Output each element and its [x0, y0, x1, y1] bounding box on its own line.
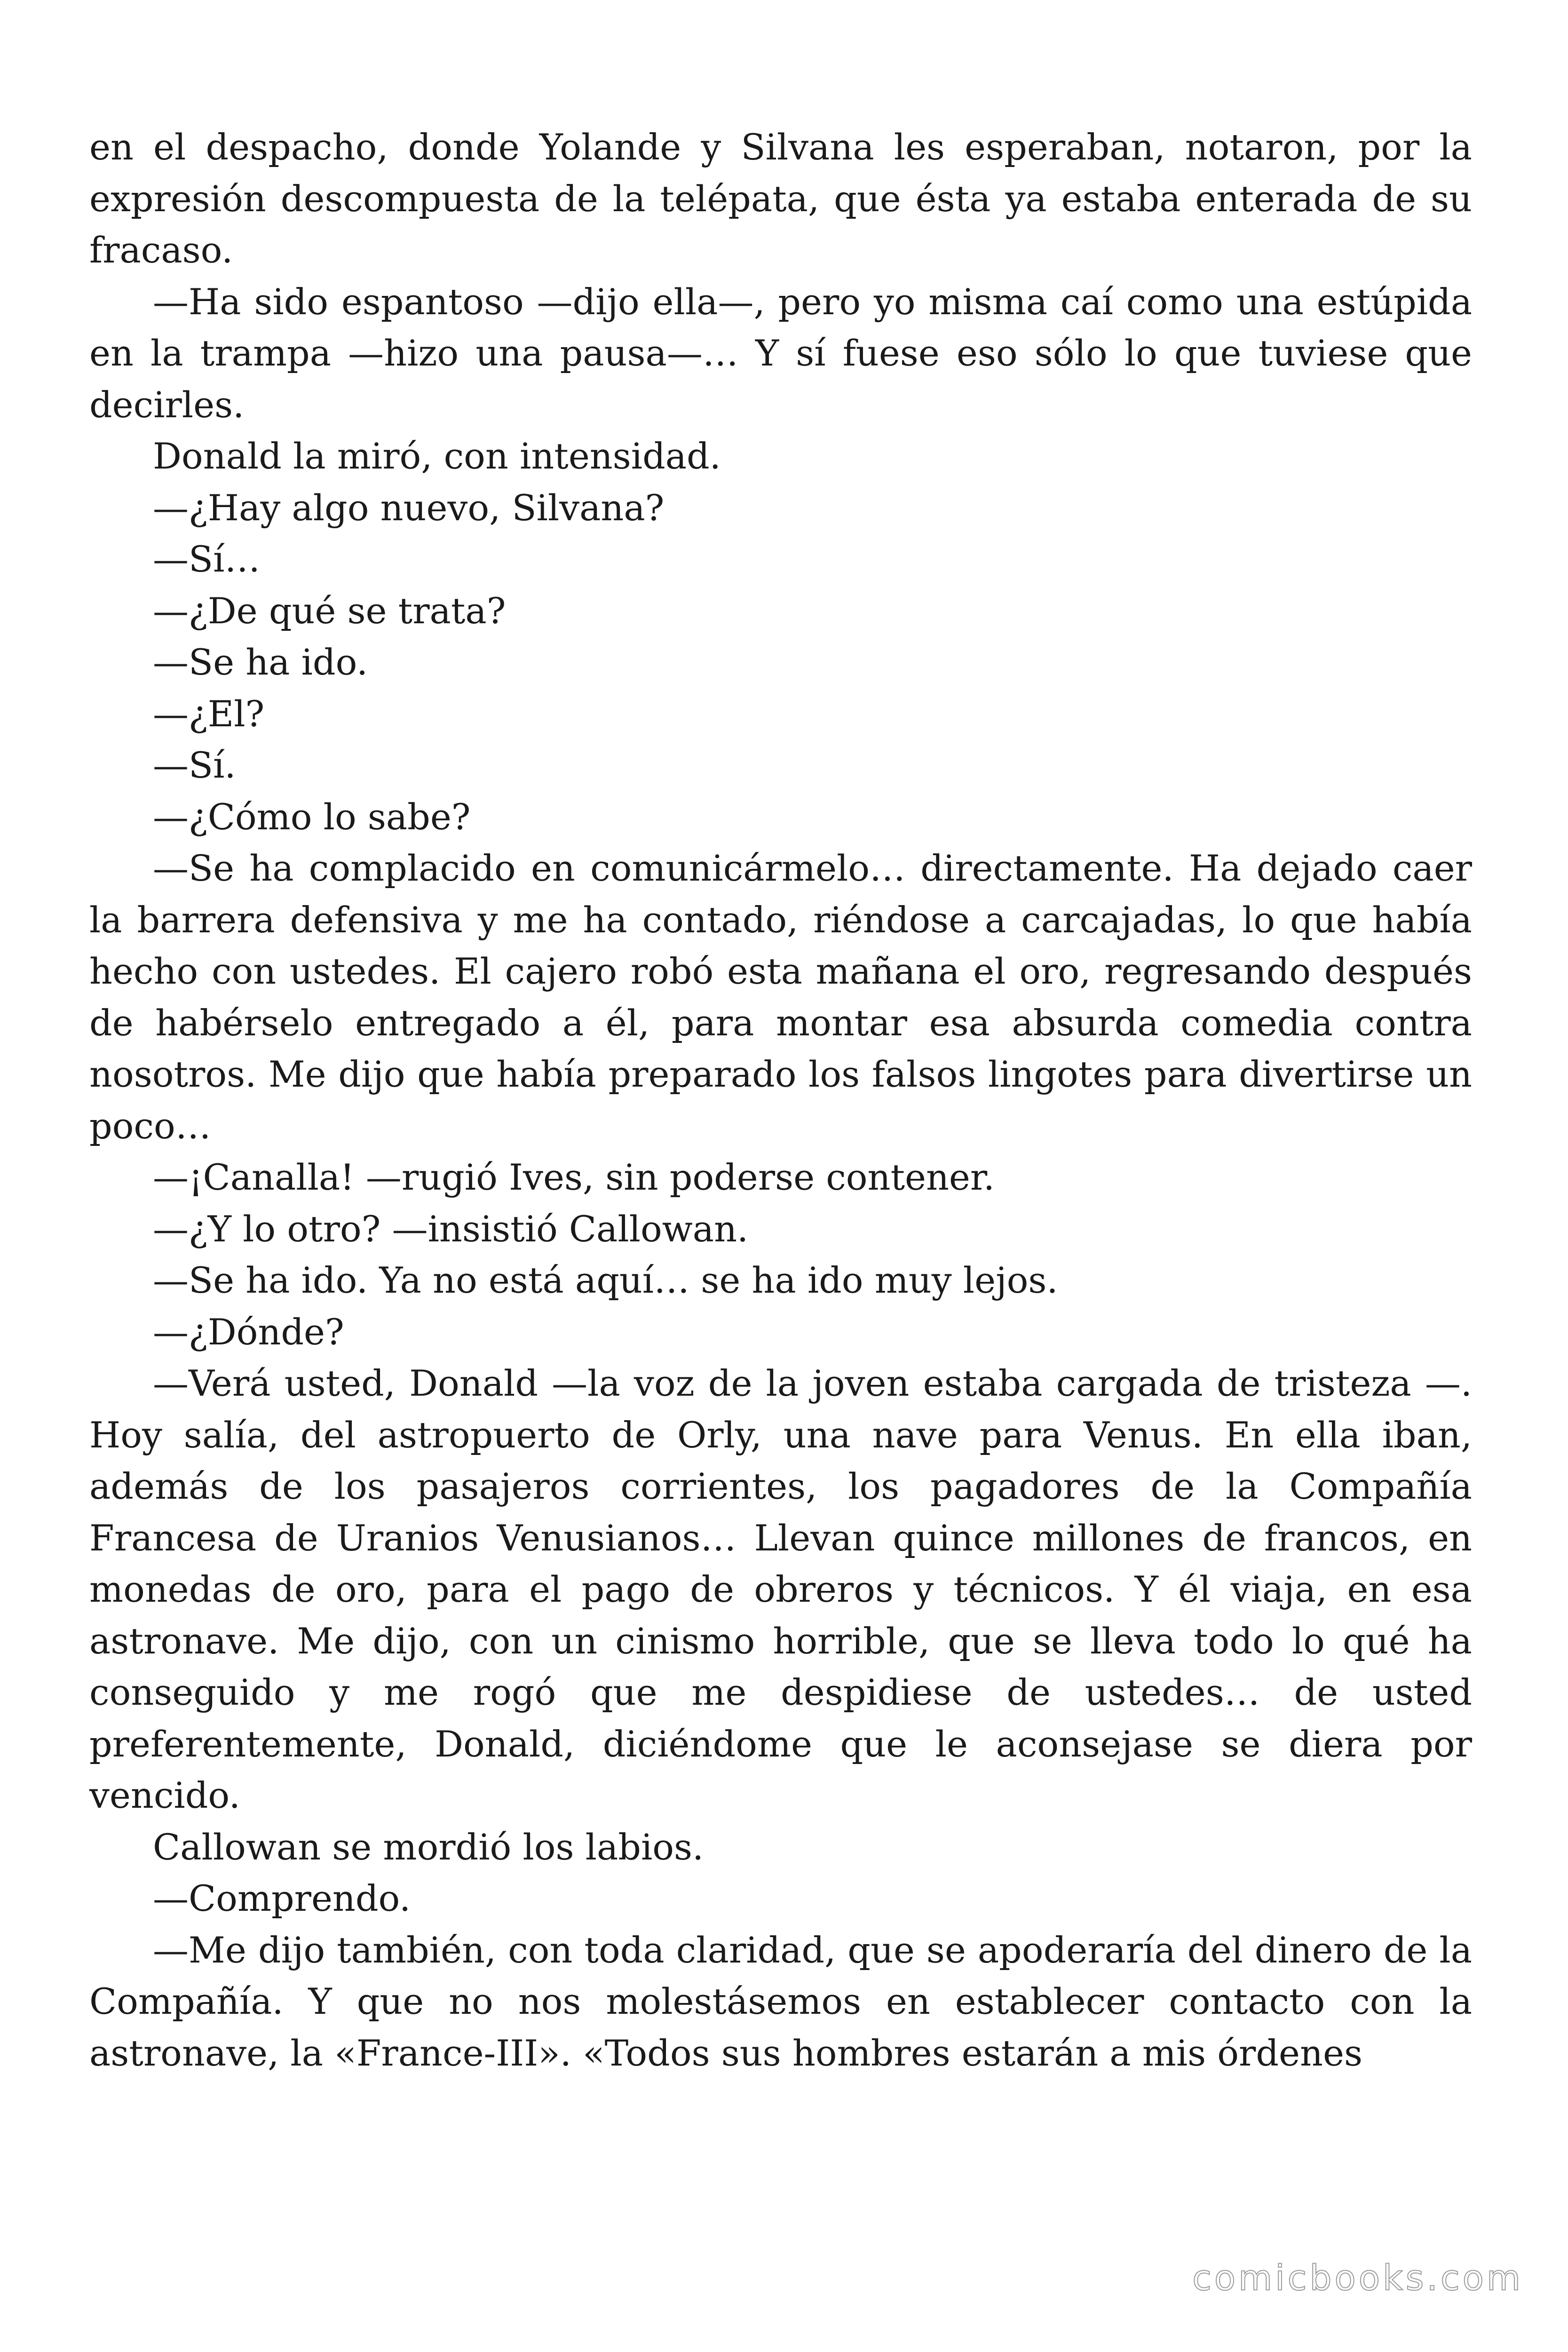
paragraph-16: —Verá usted, Donald —la voz de la joven estaba cargada de tristeza —. Hoy salía, del astropuerto de Orly, una nave para Venus. En ella iban, además de los pasajeros corrientes, los pagadores de la Compañía Francesa de Uranios Venusianos… Llevan quince millones de francos, en monedas de oro, para el pago de obreros y técnicos. Y él viaja, en esa astronave. Me dijo, con un cinismo horrible, que se lleva todo lo qué ha conseguido y me rogó que me despidiese de ustedes… de usted preferentemente, Donald, diciéndome que le aconsejase se diera por vencido.: [89, 1362, 1472, 1816]
paragraph-6: —¿De qué se trata?: [153, 589, 506, 632]
paragraph-5: —Sí…: [153, 538, 261, 580]
paragraph-19: —Me dijo también, con toda claridad, que se apoderaría del dinero de la Compañía. Y que no nos molestásemos en establecer contacto con la astronave, la «France-III». «Todos sus hombres estarán a mis órdenes: [89, 1929, 1472, 2074]
paragraph-14: —Se ha ido. Ya no está aquí… se ha ido muy lejos.: [153, 1259, 1058, 1301]
paragraph-15: —¿Dónde?: [153, 1311, 344, 1353]
paragraph-3: Donald la miró, con intensidad.: [153, 435, 721, 477]
paragraph-1: en el despacho, donde Yolande y Silvana les esperaban, notaron, por la expresión descompuesta de la telépata, que ésta ya estaba enterada de su fracaso.: [89, 126, 1472, 271]
paragraph-7: —Se ha ido.: [153, 641, 368, 683]
watermark: comicbooks.com: [1192, 2258, 1523, 2298]
paragraph-12: —¡Canalla! —rugió Ives, sin poderse contener.: [153, 1156, 995, 1198]
paragraph-8: —¿El?: [153, 692, 265, 735]
paragraph-9: —Sí.: [153, 744, 236, 786]
paragraph-10: —¿Cómo lo sabe?: [153, 795, 471, 838]
paragraph-17: Callowan se mordió los labios.: [153, 1826, 704, 1868]
paragraph-2: —Ha sido espantoso —dijo ella—, pero yo misma caí como una estúpida en la trampa —hizo una pausa—… Y sí fuese eso sólo lo que tuviese que decirles.: [89, 280, 1472, 426]
paragraph-11: —Se ha complacido en comunicármelo… directamente. Ha dejado caer la barrera defensiva y me ha contado, riéndose a carcajadas, lo que había hecho con ustedes. El cajero robó esta mañana el oro, regresando después de habérselo entregado a él, para montar esa absurda comedia contra nosotros. Me dijo que había preparado los falsos lingotes para divertirse un poco…: [89, 847, 1472, 1147]
paragraph-18: —Comprendo.: [153, 1877, 411, 1919]
paragraph-4: —¿Hay algo nuevo, Silvana?: [153, 486, 665, 529]
page-body-text: [89, 121, 1472, 2079]
paragraph-13: —¿Y lo otro? —insistió Callowan.: [153, 1208, 749, 1250]
